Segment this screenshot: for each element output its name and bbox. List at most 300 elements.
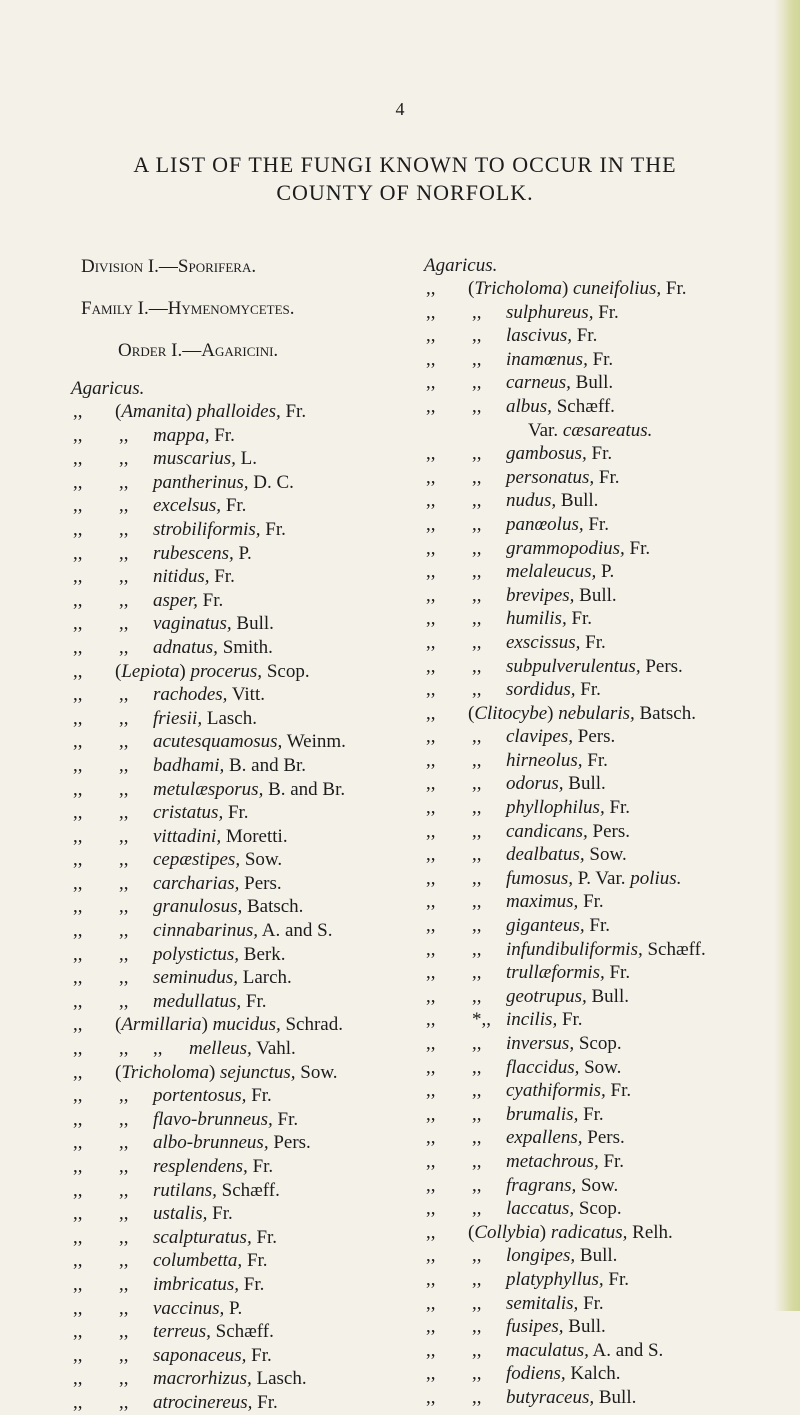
- entry-text: maximus, Fr.: [506, 891, 604, 913]
- species-list-left: [69, 400, 409, 1415]
- species-entry: [418, 1174, 758, 1198]
- entry-text: platyphyllus, Fr.: [506, 1268, 629, 1290]
- entry-text: brevipes, Bull.: [506, 584, 617, 606]
- ditto-mark: ,,: [472, 797, 482, 819]
- entry-text: clavipes, Pers.: [506, 726, 616, 748]
- ditto-mark: ,,: [426, 513, 436, 535]
- species-entry: [418, 560, 758, 584]
- species-entry: [69, 1297, 409, 1321]
- ditto-mark: ,,: [119, 802, 129, 824]
- entry-text: subpulverulentus, Pers.: [506, 655, 683, 677]
- ditto-mark: ,,: [472, 1198, 482, 1220]
- ditto-mark: ,,: [472, 1127, 482, 1149]
- ditto-mark: ,,: [119, 1368, 129, 1390]
- ditto-mark: ,,: [73, 1203, 83, 1225]
- ditto-mark: ,,: [153, 1038, 163, 1060]
- ditto-mark: ,,: [426, 608, 436, 630]
- ditto-mark: ,,: [426, 797, 436, 819]
- species-entry: [69, 518, 409, 542]
- entry-text: (Tricholoma) cuneifolius, Fr.: [468, 278, 687, 299]
- entry-text: pantherinus, D. C.: [153, 471, 294, 493]
- ditto-mark: ,,: [73, 1108, 83, 1130]
- ditto-mark: ,,: [426, 1316, 436, 1338]
- species-entry: [418, 725, 758, 749]
- species-entry: [418, 961, 758, 985]
- species-entry: [69, 1013, 409, 1037]
- ditto-mark: ,,: [426, 1363, 436, 1385]
- entry-text: carcharias, Pers.: [153, 872, 282, 894]
- ditto-mark: ,,: [472, 1339, 482, 1361]
- entry-text: incilis, Fr.: [506, 1009, 583, 1031]
- ditto-mark: ,,: [472, 1056, 482, 1078]
- ditto-mark: ,,: [119, 1156, 129, 1177]
- entry-text: semitalis, Fr.: [506, 1292, 604, 1314]
- entry-text: macrorhizus, Lasch.: [153, 1368, 307, 1390]
- ditto-mark: ,,: [472, 301, 482, 323]
- species-entry: [69, 1226, 409, 1250]
- ditto-mark: *,,: [472, 1009, 491, 1031]
- ditto-mark: ,,: [472, 962, 482, 984]
- species-entry: [69, 1344, 409, 1368]
- entry-text: nudus, Bull.: [506, 490, 599, 512]
- ditto-mark: ,,: [73, 424, 83, 446]
- entry-text: medullatus, Fr.: [153, 990, 267, 1012]
- entry-text: fusipes, Bull.: [506, 1316, 606, 1338]
- ditto-mark: ,,: [119, 542, 129, 564]
- ditto-mark: ,,: [73, 589, 83, 611]
- entry-text: (Amanita) phalloides, Fr.: [115, 401, 307, 422]
- entry-text: carneus, Bull.: [506, 372, 614, 394]
- species-entry: [418, 1362, 758, 1386]
- species-entry: [418, 607, 758, 631]
- entry-text: atrocinereus, Fr.: [153, 1391, 278, 1413]
- ditto-mark: ,,: [426, 773, 436, 795]
- species-entry: [418, 537, 758, 561]
- species-entry: [69, 707, 409, 731]
- species-list-right: [418, 277, 758, 1410]
- ditto-mark: ,,: [73, 1156, 83, 1177]
- ditto-mark: ,,: [119, 566, 129, 588]
- species-entry: [69, 990, 409, 1014]
- entry-text: sulphureus, Fr.: [506, 301, 619, 323]
- left-column: [69, 254, 409, 1415]
- ditto-mark: ,,: [472, 891, 482, 913]
- ditto-mark: ,,: [472, 1174, 482, 1196]
- entry-text: (Tricholoma) sejunctus, Sow.: [115, 1061, 338, 1083]
- order-heading: Order I.—Agaricini.: [118, 340, 279, 361]
- entry-text: ustalis, Fr.: [153, 1203, 233, 1225]
- ditto-mark: ,,: [73, 896, 83, 918]
- ditto-mark: ,,: [119, 1297, 129, 1319]
- ditto-mark: ,,: [472, 726, 482, 748]
- ditto-mark: ,,: [73, 471, 83, 493]
- entry-text: albo-brunneus, Pers.: [153, 1132, 311, 1154]
- entry-text: seminudus, Larch.: [153, 967, 292, 989]
- species-entry: [418, 489, 758, 513]
- species-entry: [418, 513, 758, 537]
- species-entry: [418, 1150, 758, 1174]
- species-entry: [418, 796, 758, 820]
- species-entry: [69, 565, 409, 589]
- ditto-mark: ,,: [426, 537, 436, 559]
- species-entry: [418, 631, 758, 655]
- ditto-mark: ,,: [73, 872, 83, 894]
- ditto-mark: ,,: [426, 679, 436, 701]
- title-line-2: COUNTY OF NORFOLK.: [276, 180, 534, 205]
- ditto-mark: ,,: [119, 943, 129, 965]
- ditto-mark: ,,: [119, 778, 129, 800]
- ditto-mark: ,,: [472, 985, 482, 1007]
- entry-text: expallens, Pers.: [506, 1127, 625, 1149]
- species-entry: [69, 848, 409, 872]
- ditto-mark: ,,: [472, 773, 482, 795]
- species-entry: [418, 1103, 758, 1127]
- entry-text: inamœnus, Fr.: [506, 348, 614, 370]
- ditto-mark: ,,: [119, 967, 129, 989]
- species-entry: [418, 1292, 758, 1316]
- entry-text: saponaceus, Fr.: [153, 1344, 272, 1366]
- entry-text: fragrans, Sow.: [506, 1174, 619, 1196]
- species-entry: [418, 1339, 758, 1363]
- entry-text: melaleucus, P.: [506, 561, 615, 583]
- ditto-mark: ,,: [472, 631, 482, 653]
- ditto-mark: ,,: [119, 707, 129, 729]
- ditto-mark: ,,: [426, 655, 436, 677]
- entry-text: fodiens, Kalch.: [506, 1363, 621, 1385]
- species-entry: [69, 966, 409, 990]
- ditto-mark: ,,: [472, 1245, 482, 1267]
- ditto-mark: ,,: [426, 1127, 436, 1149]
- ditto-mark: ,,: [73, 495, 83, 517]
- entry-text: adnatus, Smith.: [153, 636, 273, 658]
- ditto-mark: ,,: [119, 1108, 129, 1130]
- entry-text: scalpturatus, Fr.: [153, 1226, 278, 1248]
- species-entry: [418, 749, 758, 773]
- ditto-mark: ,,: [426, 702, 436, 724]
- variety-text: Var. cæsareatus.: [528, 419, 653, 441]
- entry-text: cepæstipes, Sow.: [153, 849, 283, 871]
- entry-text: panœolus, Fr.: [506, 513, 609, 535]
- ditto-mark: ,,: [119, 920, 129, 942]
- ditto-mark: ,,: [119, 518, 129, 540]
- ditto-mark: ,,: [119, 1391, 129, 1413]
- ditto-mark: ,,: [119, 471, 129, 493]
- ditto-mark: ,,: [472, 325, 482, 347]
- species-entry: [418, 1386, 758, 1410]
- ditto-mark: ,,: [426, 1080, 436, 1102]
- entry-text: portentosus, Fr.: [153, 1085, 272, 1107]
- species-entry: [69, 1037, 409, 1061]
- ditto-mark: ,,: [73, 1132, 83, 1154]
- ditto-mark: ,,: [472, 679, 482, 701]
- species-entry: [418, 1315, 758, 1339]
- ditto-mark: ,,: [73, 401, 83, 422]
- entry-text: grammopodius, Fr.: [506, 537, 651, 559]
- ditto-mark: ,,: [426, 443, 436, 465]
- ditto-mark: ,,: [472, 537, 482, 559]
- ditto-mark: ,,: [472, 608, 482, 630]
- ditto-mark: ,,: [426, 1174, 436, 1196]
- species-entry: [69, 1320, 409, 1344]
- species-entry: [418, 1056, 758, 1080]
- ditto-mark: ,,: [426, 395, 436, 417]
- species-entry: [418, 702, 758, 726]
- species-entry: [69, 471, 409, 495]
- species-entry: [69, 589, 409, 613]
- entry-text: butyraceus, Bull.: [506, 1386, 637, 1408]
- entry-text: odorus, Bull.: [506, 773, 606, 795]
- ditto-mark: ,,: [119, 1321, 129, 1343]
- species-entry: [69, 1367, 409, 1391]
- division-heading: Division I.—Sporifera.: [81, 256, 257, 277]
- ditto-mark: ,,: [119, 589, 129, 611]
- species-entry: [418, 1032, 758, 1056]
- ditto-mark: ,,: [73, 849, 83, 871]
- ditto-mark: ,,: [426, 1386, 436, 1408]
- species-entry: [418, 985, 758, 1009]
- ditto-mark: ,,: [426, 891, 436, 913]
- ditto-mark: ,,: [472, 1386, 482, 1408]
- entry-text: nitidus, Fr.: [153, 566, 235, 588]
- ditto-mark: ,,: [119, 1203, 129, 1225]
- ditto-mark: ,,: [472, 1080, 482, 1102]
- species-entry: [69, 872, 409, 896]
- entry-text: acutesquamosus, Weinm.: [153, 731, 346, 753]
- ditto-mark: ,,: [426, 867, 436, 889]
- entry-text: rachodes, Vitt.: [153, 684, 265, 706]
- entry-text: brumalis, Fr.: [506, 1103, 604, 1125]
- ditto-mark: ,,: [472, 584, 482, 606]
- ditto-mark: ,,: [73, 613, 83, 635]
- ditto-mark: ,,: [426, 348, 436, 370]
- species-entry: [418, 395, 758, 419]
- ditto-mark: ,,: [73, 1061, 83, 1083]
- ditto-mark: ,,: [472, 466, 482, 488]
- species-entry: [69, 730, 409, 754]
- entry-text: columbetta, Fr.: [153, 1250, 268, 1272]
- entry-text: vittadini, Moretti.: [153, 825, 288, 847]
- species-entry: [418, 1126, 758, 1150]
- ditto-mark: ,,: [119, 448, 129, 470]
- entry-text: lascivus, Fr.: [506, 325, 598, 347]
- species-entry: [69, 542, 409, 566]
- ditto-mark: ,,: [426, 631, 436, 653]
- ditto-mark: ,,: [73, 1085, 83, 1107]
- ditto-mark: ,,: [426, 1339, 436, 1361]
- entry-text: cinnabarinus, A. and S.: [153, 920, 333, 942]
- genus-heading-continued: Agaricus.: [424, 255, 498, 276]
- species-entry: [69, 919, 409, 943]
- species-entry: [69, 612, 409, 636]
- entry-text: geotrupus, Bull.: [506, 985, 629, 1007]
- ditto-mark: ,,: [119, 990, 129, 1012]
- species-entry: [418, 371, 758, 395]
- ditto-mark: ,,: [119, 754, 129, 776]
- ditto-mark: ,,: [472, 348, 482, 370]
- species-entry: [418, 324, 758, 348]
- ditto-mark: ,,: [119, 613, 129, 635]
- ditto-mark: ,,: [119, 1179, 129, 1201]
- entry-text: infundibuliformis, Schæff.: [506, 938, 706, 960]
- entry-text: personatus, Fr.: [506, 466, 620, 488]
- ditto-mark: ,,: [472, 1103, 482, 1125]
- ditto-mark: ,,: [472, 1316, 482, 1338]
- entry-text: imbricatus, Fr.: [153, 1273, 265, 1295]
- ditto-mark: ,,: [119, 896, 129, 918]
- ditto-mark: ,,: [472, 1150, 482, 1172]
- ditto-mark: ,,: [426, 1268, 436, 1290]
- species-entry: [69, 754, 409, 778]
- ditto-mark: ,,: [472, 443, 482, 465]
- ditto-mark: ,,: [426, 938, 436, 960]
- ditto-mark: ,,: [73, 542, 83, 564]
- ditto-mark: ,,: [73, 1321, 83, 1343]
- entry-text: (Clitocybe) nebularis, Batsch.: [468, 702, 696, 724]
- species-entry: [418, 348, 758, 372]
- ditto-mark: ,,: [472, 867, 482, 889]
- entry-text: cristatus, Fr.: [153, 802, 249, 824]
- ditto-mark: ,,: [119, 731, 129, 753]
- species-entry: [418, 938, 758, 962]
- ditto-mark: ,,: [426, 726, 436, 748]
- ditto-mark: ,,: [426, 985, 436, 1007]
- ditto-mark: ,,: [426, 1292, 436, 1314]
- entry-text: terreus, Schæff.: [153, 1321, 274, 1343]
- entry-text: (Armillaria) mucidus, Schrad.: [115, 1014, 343, 1036]
- species-entry: [69, 1202, 409, 1226]
- entry-text: albus, Schæff.: [506, 395, 615, 417]
- entry-text: humilis, Fr.: [506, 608, 593, 630]
- ditto-mark: ,,: [73, 707, 83, 729]
- ditto-mark: ,,: [472, 844, 482, 866]
- ditto-mark: ,,: [426, 1103, 436, 1125]
- entry-text: polystictus, Berk.: [153, 943, 286, 965]
- entry-text: granulosus, Batsch.: [153, 896, 304, 918]
- species-entry: [69, 400, 409, 424]
- entry-text: friesii, Lasch.: [153, 707, 257, 729]
- entry-text: mappa, Fr.: [153, 424, 235, 446]
- entry-text: vaccinus, P.: [153, 1297, 243, 1319]
- ditto-mark: ,,: [73, 636, 83, 658]
- ditto-mark: ,,: [73, 684, 83, 706]
- species-entry: [69, 825, 409, 849]
- species-entry: [69, 1249, 409, 1273]
- species-entry: [418, 843, 758, 867]
- species-entry: [69, 801, 409, 825]
- entry-text: giganteus, Fr.: [506, 915, 610, 937]
- ditto-mark: ,,: [119, 825, 129, 847]
- species-entry: [69, 1273, 409, 1297]
- species-entry: [418, 301, 758, 325]
- ditto-mark: ,,: [119, 424, 129, 446]
- ditto-mark: ,,: [426, 584, 436, 606]
- species-entry: [418, 1079, 758, 1103]
- species-entry: [69, 447, 409, 471]
- ditto-mark: ,,: [426, 278, 436, 299]
- species-entry: [418, 820, 758, 844]
- ditto-mark: ,,: [472, 820, 482, 842]
- title-line-1: A LIST OF THE FUNGI KNOWN TO OCCUR IN THE: [133, 152, 677, 177]
- ditto-mark: ,,: [73, 566, 83, 588]
- ditto-mark: ,,: [426, 749, 436, 771]
- entry-text: rutilans, Schæff.: [153, 1179, 280, 1201]
- entry-text: candicans, Pers.: [506, 820, 631, 842]
- ditto-mark: ,,: [472, 395, 482, 417]
- entry-text: maculatus, A. and S.: [506, 1339, 664, 1361]
- right-column: [418, 254, 758, 1410]
- ditto-mark: ,,: [426, 1056, 436, 1078]
- ditto-mark: ,,: [426, 1245, 436, 1267]
- species-entry: [69, 1131, 409, 1155]
- species-entry: [418, 914, 758, 938]
- ditto-mark: ,,: [472, 561, 482, 583]
- ditto-mark: ,,: [472, 1292, 482, 1314]
- species-entry: [69, 1108, 409, 1132]
- ditto-mark: ,,: [73, 1014, 83, 1036]
- ditto-mark: ,,: [73, 1368, 83, 1390]
- ditto-mark: ,,: [472, 1363, 482, 1385]
- ditto-mark: ,,: [73, 990, 83, 1012]
- document-title: [60, 151, 750, 207]
- ditto-mark: ,,: [426, 1033, 436, 1054]
- family-heading: Family I.—Hymenomycetes.: [81, 298, 295, 319]
- ditto-mark: ,,: [472, 915, 482, 937]
- ditto-mark: ,,: [73, 754, 83, 776]
- entry-text: trullæformis, Fr.: [506, 962, 631, 984]
- entry-text: badhami, B. and Br.: [153, 754, 307, 776]
- species-entry: [69, 895, 409, 919]
- entry-text: dealbatus, Sow.: [506, 844, 627, 866]
- ditto-mark: ,,: [119, 1038, 129, 1060]
- ditto-mark: ,,: [426, 301, 436, 323]
- ditto-mark: ,,: [472, 1268, 482, 1290]
- entry-text: phyllophilus, Fr.: [506, 797, 631, 819]
- ditto-mark: ,,: [73, 825, 83, 847]
- ditto-mark: ,,: [73, 1273, 83, 1295]
- ditto-mark: ,,: [472, 938, 482, 960]
- species-entry: [418, 442, 758, 466]
- ditto-mark: ,,: [119, 636, 129, 658]
- ditto-mark: ,,: [472, 490, 482, 512]
- species-entry: [418, 277, 758, 301]
- ditto-mark: ,,: [119, 684, 129, 706]
- ditto-mark: ,,: [73, 920, 83, 942]
- ditto-mark: ,,: [472, 372, 482, 394]
- ditto-mark: ,,: [426, 820, 436, 842]
- species-entry: [69, 424, 409, 448]
- entry-text: flavo-brunneus, Fr.: [153, 1108, 299, 1130]
- entry-text: strobiliformis, Fr.: [153, 518, 286, 540]
- ditto-mark: ,,: [426, 1198, 436, 1220]
- entry-text: flaccidus, Sow.: [506, 1056, 622, 1078]
- entry-text: rubescens, P.: [153, 542, 252, 564]
- entry-text: asper, Fr.: [153, 589, 224, 611]
- species-entry: [69, 683, 409, 707]
- ditto-mark: ,,: [426, 915, 436, 937]
- ditto-mark: ,,: [472, 655, 482, 677]
- ditto-mark: ,,: [73, 1226, 83, 1248]
- entry-text: longipes, Bull.: [506, 1245, 618, 1267]
- ditto-mark: ,,: [73, 660, 83, 682]
- page-number: 4: [395, 99, 405, 119]
- species-entry: [69, 494, 409, 518]
- ditto-mark: ,,: [426, 466, 436, 488]
- ditto-mark: ,,: [73, 731, 83, 753]
- ditto-mark: ,,: [119, 1250, 129, 1272]
- ditto-mark: ,,: [119, 1344, 129, 1366]
- ditto-mark: ,,: [426, 490, 436, 512]
- ditto-mark: ,,: [426, 372, 436, 394]
